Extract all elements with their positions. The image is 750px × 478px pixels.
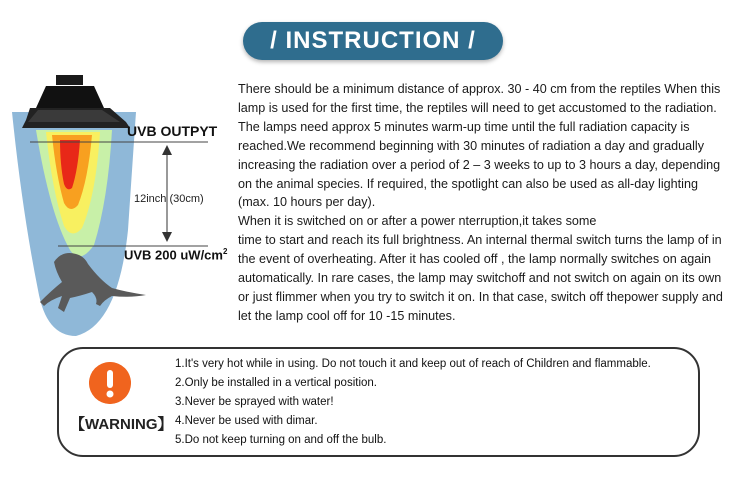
lamp-icon <box>22 75 130 128</box>
warning-label: 【WARNING】 <box>70 416 173 433</box>
uvb-lamp-diagram <box>0 70 240 340</box>
uv-beam-icon <box>12 112 136 336</box>
warning-list <box>175 355 695 450</box>
warning-item: 3.Never be sprayed with water! <box>175 396 334 408</box>
instruction-paragraph: When it is switched on or after a power nterruption,it takes some <box>238 214 597 229</box>
instruction-paragraph: There should be a minimum distance of approx. 30 - 40 cm from the reptiles When this lamp is used for the first time, the reptiles will need to get accustomed to the radiation. The lamps need approx 5 minutes warm-up time until the full radiation capacity is reached.We recommend beginning with 30 minutes of radiation a day and gradually increasing the radiation over a period of 2 – 3 weeks to up to 3 hours a day, depending on the animal species. If required, the spotlight can also be used as all-day lighting (max. 10 hours per day). <box>238 82 721 210</box>
instruction-text <box>238 80 728 326</box>
warning-item: 5.Do not keep turning on and off the bulb. <box>175 434 387 446</box>
instruction-banner <box>243 22 503 60</box>
distance-label: 12inch (30cm) <box>134 193 204 205</box>
instruction-paragraph: time to start and reach its full brightness. An internal thermal switch turns the lamp of in the event of overheating. After it has cooled off , the lamp normally switches on again automatically. In rare cases, the lamp may switchoff and not switch on again on its own or just flimmer when you try to switch it on. In that case, switch off thepower supply and let the lamp cool off for 10 -15 minutes. <box>238 233 723 323</box>
exclamation-icon <box>89 362 131 404</box>
warning-item: 4.Never be used with dimar. <box>175 415 318 427</box>
warning-item: 2.Only be installed in a vertical position. <box>175 377 377 389</box>
uvb-output-label: UVB OUTPYT <box>127 123 218 139</box>
uvb-intensity-label: UVB 200 $uW/cm^2$ <box>124 247 228 263</box>
page-title: / INSTRUCTION / <box>270 27 476 54</box>
warning-item: 1.It's very hot while in using. Do not touch it and keep out of reach of Children and flammable. <box>175 358 651 370</box>
